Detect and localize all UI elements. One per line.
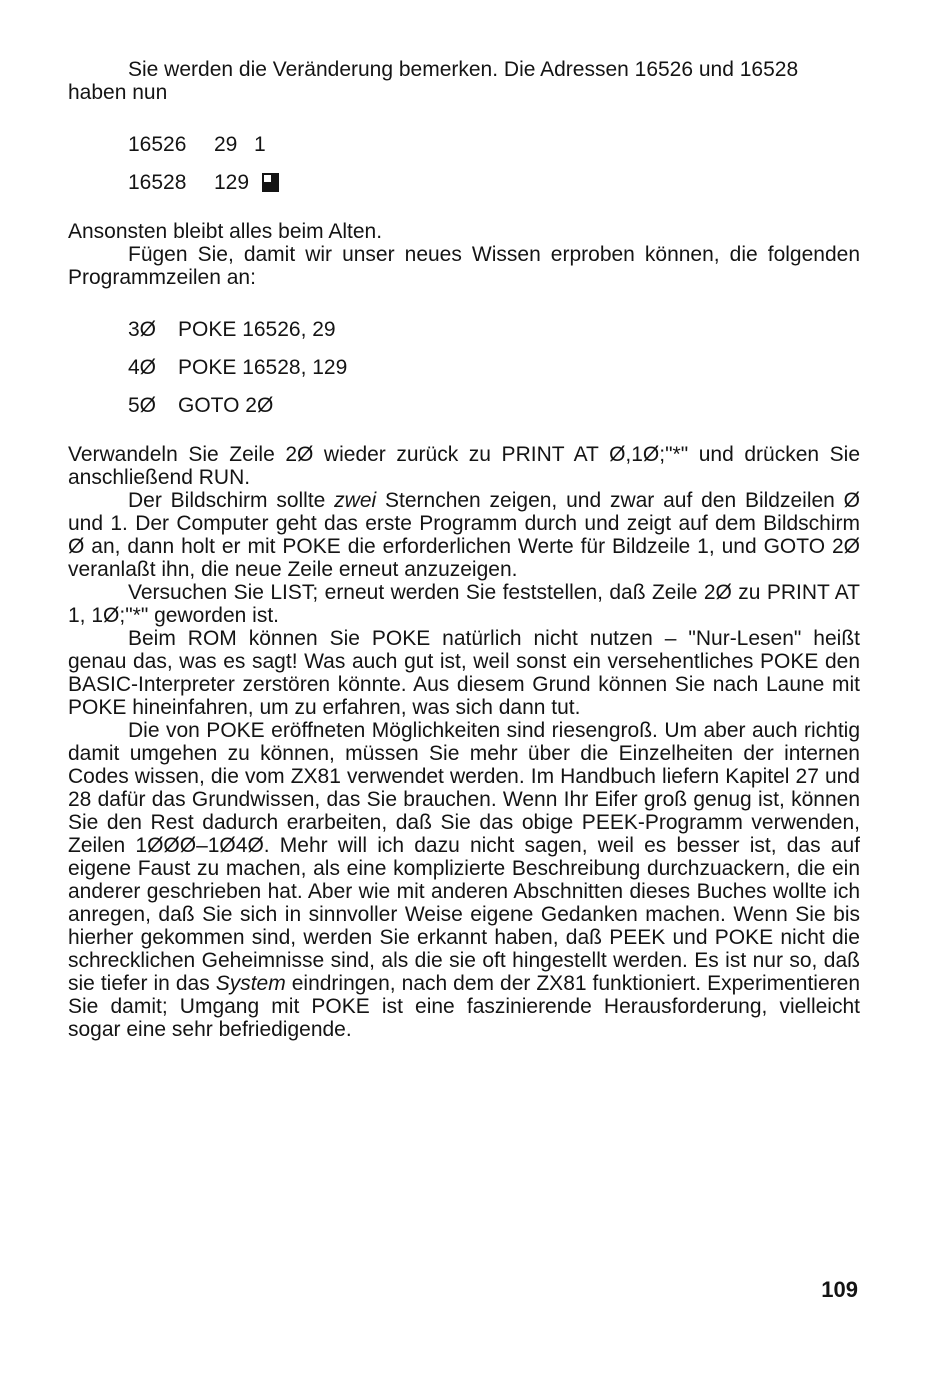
listing-row [128,164,860,202]
paragraph [68,719,860,1041]
page-number: 109 [821,1277,858,1302]
paragraph: Versuchen Sie LIST; erneut werden Sie feststellen, daß Zeile 2Ø zu PRINT AT 1, 1Ø;"*" geworden ist. [68,581,860,627]
text-run: Sternchen zeigen, und zwar auf den Bildzeilen Ø und 1. Der Computer geht das erste Programm durch und zeigt auf dem Bildschirm Ø an, dann holt er mit POKE die erforderlichen Werte für Bildzeile 1, und GOTO 2Ø veranlaßt ihn, die neue Zeile erneut anzuzeigen. [68,489,861,581]
listing-char: 1 [254,133,266,156]
program-line [128,349,860,387]
text-run: Die von POKE eröffneten Möglichkeiten sind riesengroß. Um aber auch richtig damit umgehen zu können, müssen Sie mehr über die Einzelheiten der internen Codes wissen, die vom ZX81 verwendet werden. Im Handbuch liefern Kapitel 27 und 28 dafür das Grundwissen, das Sie brauchen. Wenn Ihr Eifer groß genug ist, können Sie den Rest dadurch erarbeiten, daß Sie das obige PEEK-Programm verwenden, Zeilen 1ØØØ–1Ø4Ø. Mehr will ich dazu nicht sagen, weil es besser ist, das auf eigene Faust zu machen, als eine komplizierte Beschreibung durchzuackern, die ein anderer geschrieben hat. Aber wie mit anderen Abschnitten dieses Buches wollte ich anregen, daß Sie sich in sinnvoller Weise eigene Gedanken machen. Wenn Sie bis hierher gekommen sind, werden Sie erkannt haben, daß PEEK und POKE nicht die schrecklichen Geheimnisse sind, als die sie oft hingestellt werden. Es ist nur so, daß sie tiefer in das [68,719,860,995]
emphasis: zwei [334,489,377,512]
listing-address: 16526 [128,133,187,156]
paragraph: Fügen Sie, damit wir unser neues Wissen erproben können, die folgenden Programmzeilen an: [68,243,860,289]
inverse-block-graphic-icon [262,173,279,192]
program-line [128,311,860,349]
listing-value: 129 [214,171,250,194]
intro-paragraph: Sie werden die Veränderung bemerken. Die Adressen 16526 und 16528 haben nun [68,58,799,104]
line-code: GOTO 2Ø [178,394,274,417]
emphasis: System [215,972,286,995]
line-code: POKE 16526, 29 [178,318,336,341]
listing-address: 16528 [128,171,187,194]
paragraph: Ansonsten bleibt alles beim Alten. [68,220,383,243]
line-code: POKE 16528, 129 [178,356,348,379]
paragraph: Beim ROM können Sie POKE natürlich nicht nutzen – "Nur-Lesen" heißt genau das, was es sagt! Was auch gut ist, weil sonst ein versehentliches POKE den BASIC-Interpreter zerstören könnte. Aus diesem Grund können Sie nach Laune mit POKE hineinfahren, um zu erfahren, was sich dann tut. [68,627,860,719]
line-number: 4Ø [128,356,157,379]
text-run: Der Bildschirm sollte [128,489,335,512]
listing-value: 29 [214,133,238,156]
program-line [128,387,860,425]
text-run: eindringen, nach dem der ZX81 funktioniert. Experimentieren Sie damit; Umgang mit POKE ist eine faszinierende Herausforderung, vielleicht sogar eine sehr befriedigende. [68,972,861,1041]
line-number: 5Ø [128,394,157,417]
paragraph [68,489,860,581]
listing-row [128,126,860,164]
memory-listing [128,126,860,202]
program-listing [128,311,860,425]
line-number: 3Ø [128,318,157,341]
paragraph: Verwandeln Sie Zeile 2Ø wieder zurück zu PRINT AT Ø,1Ø;"*" und drücken Sie anschließend RUN. [68,443,860,489]
page-body [68,58,860,1041]
